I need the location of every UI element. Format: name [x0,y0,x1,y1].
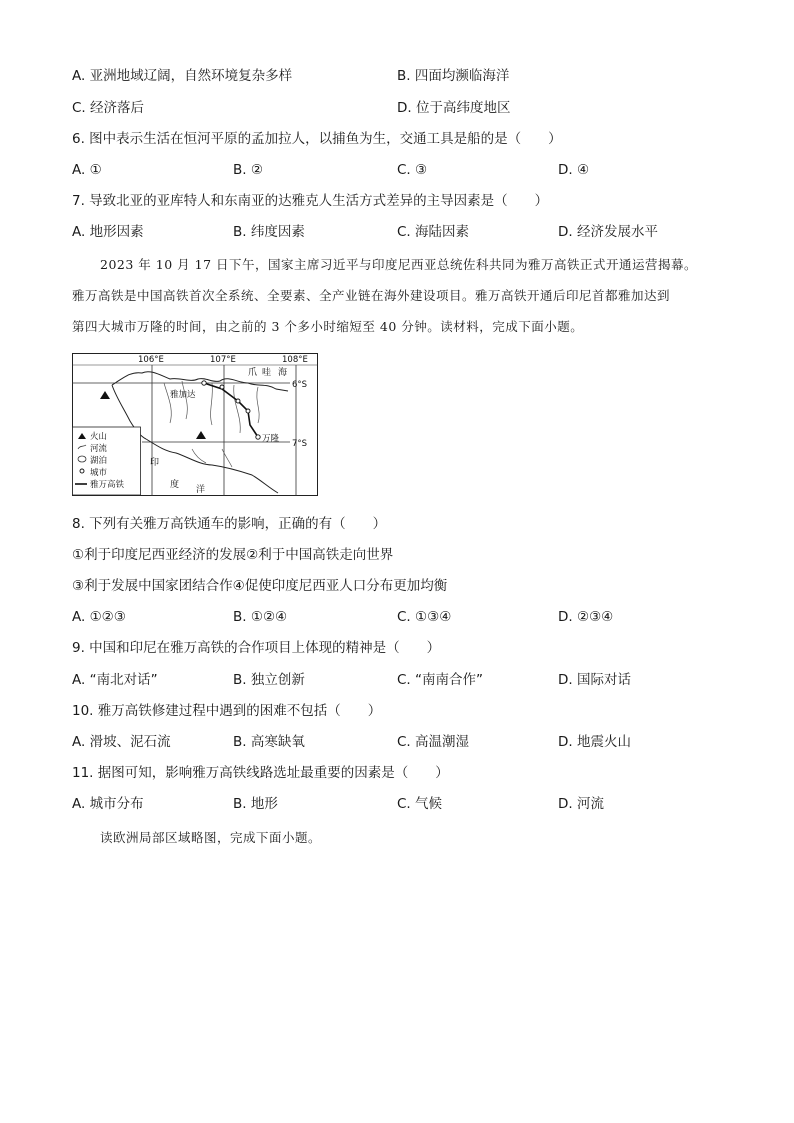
legend-rail-label: 雅万高铁 [90,480,125,490]
city-bandung-marker [256,435,260,439]
q9-option-c: C. “南南合作” [397,672,483,688]
europe-map-intro: 读欧洲局部区域略图，完成下面小题。 [100,830,322,845]
q7-stem: 7. 导致北亚的亚库特人和东南亚的达雅克人生活方式差异的主导因素是（ ） [72,193,549,209]
q10-stem: 10. 雅万高铁修建过程中遇到的困难不包括（ ） [72,703,382,719]
java-map-svg [72,353,318,496]
city-bandung-label: 万隆 [262,434,280,444]
q5-option-c: C. 经济落后 [72,100,145,116]
lon-107-label: 107°E [210,355,236,365]
city-marker [236,399,240,403]
q8-option-a: A. ①②③ [72,609,126,625]
q10-option-c: C. 高温潮湿 [397,734,470,750]
legend-city-icon [80,469,84,473]
java-sea-char-3: 海 [278,368,288,378]
q8-stem: 8. 下列有关雅万高铁通车的影响，正确的有（ ） [72,516,387,532]
material-line-1: 2023 年 10 月 17 日下午，国家主席习近平与印度尼西亚总统佐科共同为雅万高铁正式开通运营揭幕。 [100,257,697,272]
q8-statement-1: ①利于印度尼西亚经济的发展②利于中国高铁走向世界 [72,547,394,563]
q10-option-d: D. 地震火山 [558,734,631,750]
indian-ocean-char-2: 度 [170,480,180,490]
indian-ocean-char-3: 洋 [196,485,206,495]
q9-option-b: B. 独立创新 [233,672,305,688]
q8-option-d: D. ②③④ [558,609,614,625]
q7-option-a: A. 地形因素 [72,224,144,240]
q6-option-d: D. ④ [558,162,590,178]
java-sea-char-2: 哇 [262,368,272,378]
q5-option-a: A. 亚洲地域辽阔，自然环境复杂多样 [72,68,293,84]
material-line-2: 雅万高铁是中国高铁首次全系统、全要素、全产业链在海外建设项目。雅万高铁开通后印尼首都雅加达到 [72,288,671,303]
q11-stem: 11. 据图可知，影响雅万高铁线路选址最重要的因素是（ ） [72,765,449,781]
q8-option-c: C. ①③④ [397,609,452,625]
lon-106-label: 106°E [138,355,164,365]
q6-option-b: B. ② [233,162,263,178]
q7-option-b: B. 纬度因素 [233,224,305,240]
q7-option-d: D. 经济发展水平 [558,224,658,240]
legend-city-label: 城市 [90,468,108,478]
q11-option-a: A. 城市分布 [72,796,144,812]
java-sea-char-1: 爪 [248,368,258,378]
lat-7s-label: 7°S [292,439,308,449]
q11-option-d: D. 河流 [558,796,604,812]
q6-option-c: C. ③ [397,162,428,178]
q8-statement-2: ③利于发展中国家团结合作④促使印度尼西亚人口分布更加均衡 [72,578,448,594]
indian-ocean-char-1: 印 [150,458,160,468]
lon-108-label: 108°E [282,355,308,365]
q11-option-c: C. 气候 [397,796,443,812]
q9-option-a: A. “南北对话” [72,672,158,688]
legend-volcano-label: 火山 [90,432,108,442]
city-jakarta-marker [202,381,206,385]
legend-river-label: 河流 [90,444,108,454]
q10-option-b: B. 高寒缺氧 [233,734,305,750]
q11-option-b: B. 地形 [233,796,278,812]
q8-option-b: B. ①②④ [233,609,288,625]
city-marker [246,409,250,413]
q7-option-c: C. 海陆因素 [397,224,470,240]
q5-option-d: D. 位于高纬度地区 [397,100,511,116]
city-marker [220,385,224,389]
material-line-3: 第四大城市万隆的时间，由之前的 3 个多小时缩短至 40 分钟。读材料，完成下面小题。 [72,319,584,334]
java-map-figure [72,353,318,496]
q9-option-d: D. 国际对话 [558,672,631,688]
q5-option-b: B. 四面均濒临海洋 [397,68,510,84]
q9-stem: 9. 中国和印尼在雅万高铁的合作项目上体现的精神是（ ） [72,640,441,656]
city-jakarta-label: 雅加达 [170,390,196,400]
q6-stem: 6. 图中表示生活在恒河平原的孟加拉人，以捕鱼为生，交通工具是船的是（ ） [72,131,562,147]
q10-option-a: A. 滑坡、泥石流 [72,734,171,750]
q6-option-a: A. ① [72,162,102,178]
legend-lake-label: 湖泊 [90,456,108,466]
lat-6s-label: 6°S [292,380,308,390]
